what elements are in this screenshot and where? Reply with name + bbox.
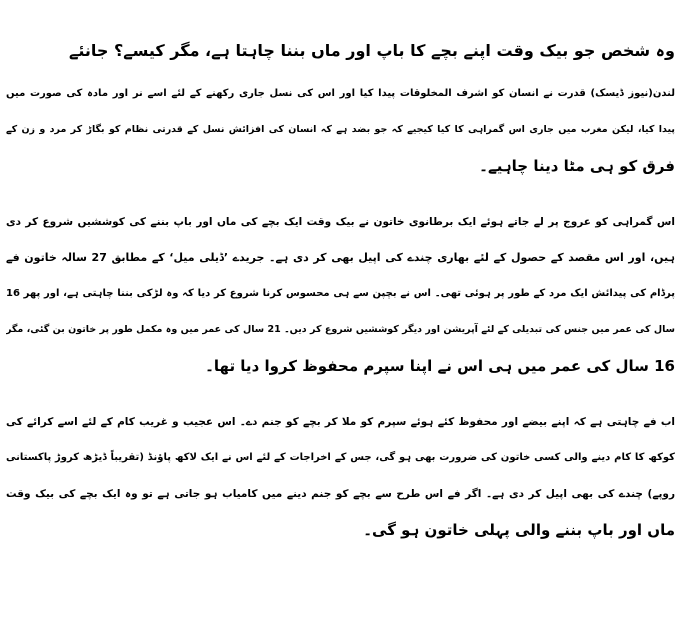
paragraph-line: کوکھ کا کام دینے والی کسی خاتون کی ضرورت بھی ہو گی، جس کے اخراجات کے لئے اس نے ایک لاکھ پاؤنڈ (تقریباً ڈیڑھ کروڑ پاکستانی: [6, 452, 675, 463]
news-article: [6, 0, 675, 637]
paragraph-line: پرڈام کی پیدائش ایک مرد کے طور پر ہوئی تھی۔ اس نے بچپن سے ہی محسوس کرنا شروع کر دیا کہ وہ لڑکی بننا چاہتی ہے، اور پھر 16: [6, 288, 675, 299]
paragraph-line: ماں اور باپ بننے والی پہلی خاتون ہو گی۔: [363, 521, 675, 539]
paragraph-line: سال کی عمر میں جنس کی تبدیلی کے لئے آپریشن اور دیگر کوششیں شروع کر دیں۔ 21 سال کی عمر میں وہ مکمل طور پر خاتون بن گئی، مگر: [6, 324, 675, 335]
paragraph-line: لندن(نیوز ڈیسک) قدرت نے انسان کو اشرف المخلوقات پیدا کیا اور اس کی نسل جاری رکھنے کے لئے اسے نر اور مادہ کی صورت میں: [6, 88, 675, 99]
paragraph-line: پیدا کیا، لیکن مغرب میں جاری اس گمراہی کا کیا کیجیے کہ جو بضد ہے کہ انسان کی افزائش نسل کے قدرتی نظام کو بگاڑ کر مرد و زن کے: [6, 124, 675, 135]
paragraph-line: روپے) چندے کی بھی اپیل کر دی ہے۔ اگر فے اس طرح سے بچے کو جنم دینے میں کامیاب ہو جاتی ہے تو وہ ایک بچے کی بیک وقت: [6, 488, 675, 500]
paragraph-line: اب فے چاہتی ہے کہ اپنے بیضے اور محفوظ کئے ہوئے سپرم کو ملا کر بچے کو جنم دے۔ اس عجیب و غریب کام کے لئے اسے کرائے کی: [6, 416, 675, 428]
paragraph-details: [6, 204, 675, 384]
article-headline: وہ شخص جو بیک وقت اپنے بچے کا باپ اور ماں بننا چاہتا ہے، مگر کیسے؟ جانئے: [68, 41, 675, 60]
paragraph-intro: [6, 76, 675, 184]
paragraph-line: ہیں، اور اس مقصد کے حصول کے لئے بھاری چندے کی اپیل بھی کر دی ہے۔ جریدے ’ڈیلی میل‘ کے مطابق 27 سالہ خاتون فے: [6, 251, 675, 264]
paragraph-conclusion: [6, 404, 675, 548]
paragraph-line: فرق کو ہی مٹا دینا چاہیے۔: [479, 157, 675, 175]
paragraph-line: 16 سال کی عمر میں ہی اس نے اپنا سپرم محفوظ کروا دیا تھا۔: [205, 357, 675, 375]
paragraph-line: اس گمراہی کو عروج پر لے جاتے ہوئے ایک برطانوی خاتون نے بیک وقت ایک بچے کی ماں اور باپ بننے کی کوششیں شروع کر دی: [6, 216, 675, 228]
